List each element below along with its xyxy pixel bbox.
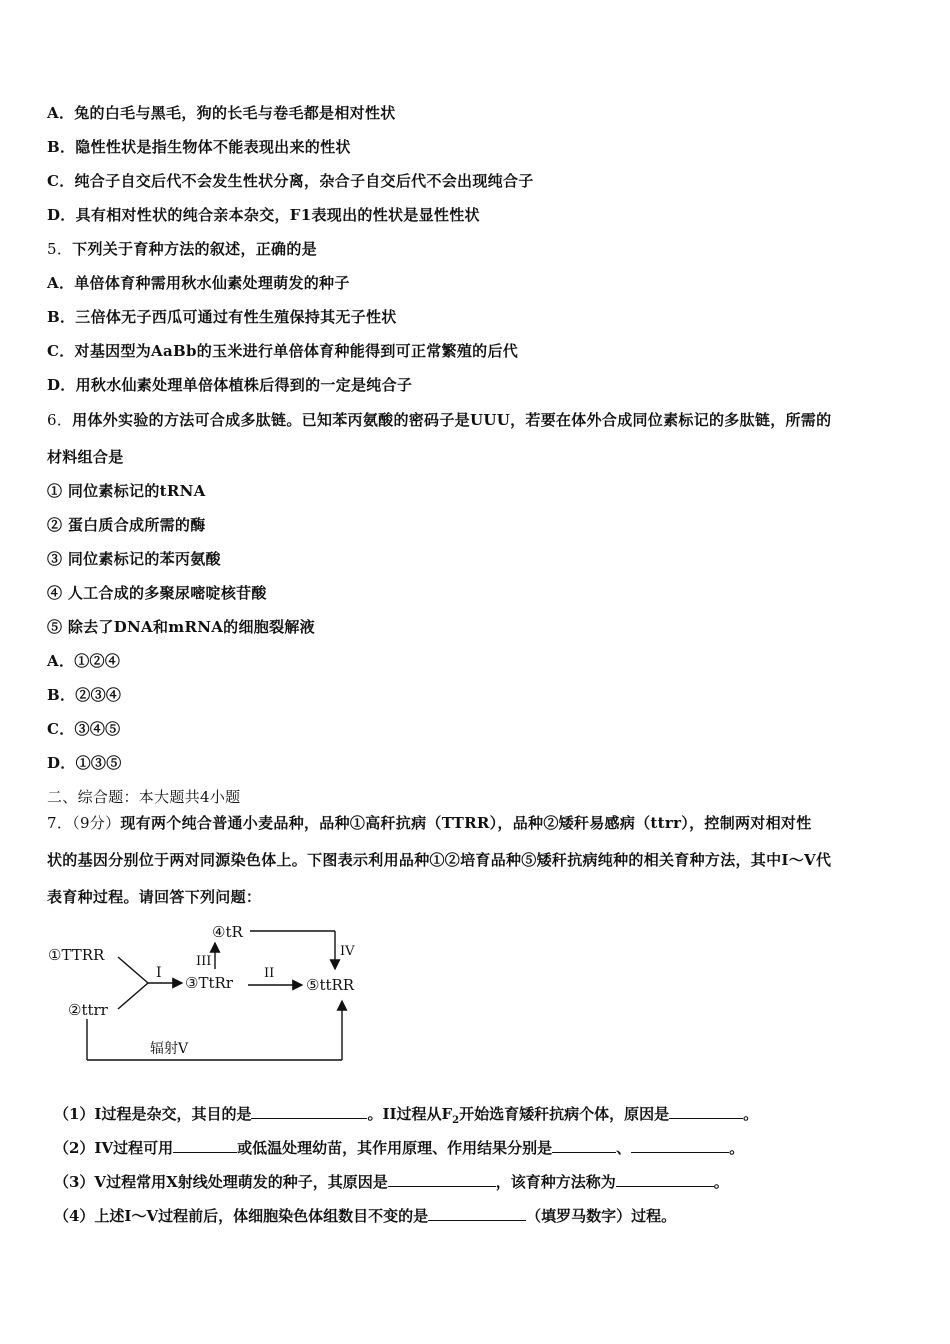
q7-sub2-blank3[interactable]: [631, 1138, 729, 1153]
q7-sub1-text-c: 开始选育矮秆抗病个体，原因是: [459, 1105, 670, 1123]
q6-material-3: ③ 同位素标记的苯丙氨酸: [47, 550, 221, 568]
q4-option-c: C．纯合子自交后代不会发生性状分离，杂合子自交后代不会出现纯合子: [47, 172, 534, 190]
q7-sub2-text-b: 或低温处理幼苗，其作用原理、作用结果分别是: [237, 1139, 553, 1157]
q7-sub3-blank2[interactable]: [616, 1172, 714, 1187]
q7-sub1: [54, 1103, 758, 1126]
q4-option-a: A．兔的白毛与黑毛，狗的长毛与卷毛都是相对性状: [47, 104, 396, 122]
q6-option-d: D．①③⑤: [47, 754, 122, 772]
q7-sub4: [54, 1205, 676, 1226]
q5-option-a: A．单倍体育种需用秋水仙素处理萌发的种子: [47, 274, 350, 292]
label-i: I: [156, 965, 162, 981]
q7-number: 7．: [47, 814, 73, 832]
q7-sub4-text-a: （4）上述I～V过程前后，体细胞染色体组数目不变的是: [54, 1207, 429, 1225]
q7-sub2: [54, 1137, 744, 1158]
q5-stem: [47, 238, 317, 259]
q7-sub1-blank2[interactable]: [669, 1104, 743, 1119]
merge-line-bottom: [118, 983, 148, 1009]
q7-points: （9分）: [72, 814, 121, 832]
node-5: ⑤ttRR: [306, 976, 355, 994]
q6-material-1: ① 同位素标记的tRNA: [47, 482, 206, 500]
q7-sub1-text-a: （1）I过程是杂交，其目的是: [54, 1105, 252, 1123]
q7-stem-line1: [47, 812, 812, 833]
q7-sub2-end: 。: [729, 1139, 745, 1157]
label-ii: II: [264, 966, 275, 981]
q7-sub2-text-a: （2）IV过程可用: [54, 1139, 174, 1157]
q6-option-c: C．③④⑤: [47, 720, 121, 738]
q7-sub3-text-b: ，该育种方法称为: [495, 1173, 616, 1191]
label-iv: IV: [340, 944, 355, 959]
q5-option-c: C．对基因型为AaBb的玉米进行单倍体育种能得到可正常繁殖的后代: [47, 342, 519, 360]
q4-option-b: B．隐性性状是指生物体不能表现出来的性状: [47, 138, 351, 156]
q6-option-a: A．①②④: [47, 652, 121, 670]
q7-sub2-sep: 、: [616, 1139, 632, 1157]
q6-option-b: B．②③④: [47, 686, 122, 704]
node-4: ④tR: [212, 923, 243, 941]
q7-sub3-text-a: （3）V过程常用X射线处理萌发的种子，其原因是: [54, 1173, 388, 1191]
q7-sub1-end: 。: [743, 1105, 759, 1123]
q7-sub1-blank1[interactable]: [251, 1104, 367, 1119]
q7-sub3-blank1[interactable]: [388, 1172, 496, 1187]
q6-number: 6．: [47, 411, 73, 429]
q7-sub3: [54, 1171, 729, 1192]
q7-stem-line3: 表育种过程。请回答下列问题：: [47, 888, 262, 906]
merge-line-top: [118, 957, 148, 983]
q7-sub2-blank2[interactable]: [552, 1138, 616, 1153]
q7-sub4-text-b: （填罗马数字）过程。: [526, 1207, 677, 1225]
q4-option-d: D．具有相对性状的纯合亲本杂交，F1表现出的性状是显性性状: [47, 206, 480, 224]
label-iii: III: [196, 954, 212, 969]
section2-heading: 二、综合题：本大题共4小题: [47, 788, 241, 806]
q7-sub2-blank1[interactable]: [173, 1138, 237, 1153]
q7-stem-line2: 状的基因分别位于两对同源染色体上。下图表示利用品种①②培育品种⑤矮秆抗病纯种的相关育种方法，其中I～V代: [47, 851, 832, 869]
q6-stem-line2: 材料组合是: [47, 448, 124, 466]
q7-sub1-text-b: 。II过程从F: [367, 1105, 453, 1123]
node-2: ②ttrr: [68, 1001, 108, 1019]
q7-sub4-blank[interactable]: [428, 1206, 526, 1221]
breeding-diagram: [40, 915, 380, 1075]
q6-material-2: ② 蛋白质合成所需的酶: [47, 516, 206, 534]
q7-stem-text1: 现有两个纯合普通小麦品种，品种①高秆抗病（TTRR），品种②矮秆易感病（ttrr），控制两对相对性: [120, 814, 812, 832]
q5-option-d: D．用秋水仙素处理单倍体植株后得到的一定是纯合子: [47, 376, 413, 394]
node-1: ①TTRR: [48, 946, 105, 964]
q5-number: 5．: [47, 240, 73, 258]
q6-stem-line1: [47, 409, 831, 430]
q6-material-4: ④ 人工合成的多聚尿嘧啶核苷酸: [47, 584, 267, 602]
q5-option-b: B．三倍体无子西瓜可通过有性生殖保持其无子性状: [47, 308, 397, 326]
q7-sub3-end: 。: [713, 1173, 729, 1191]
label-v: 辐射V: [150, 1041, 189, 1057]
q7-sub1-subscript: 2: [452, 1115, 460, 1126]
q6-material-5: ⑤ 除去了DNA和mRNA的细胞裂解液: [47, 618, 315, 636]
q6-stem-text: 用体外实验的方法可合成多肽链。已知苯丙氨酸的密码子是UUU，若要在体外合成同位素标记的多肽链，所需的: [72, 411, 832, 429]
q5-stem-text: 下列关于育种方法的叙述，正确的是: [72, 240, 317, 258]
node-3: ③TtRr: [185, 974, 233, 992]
